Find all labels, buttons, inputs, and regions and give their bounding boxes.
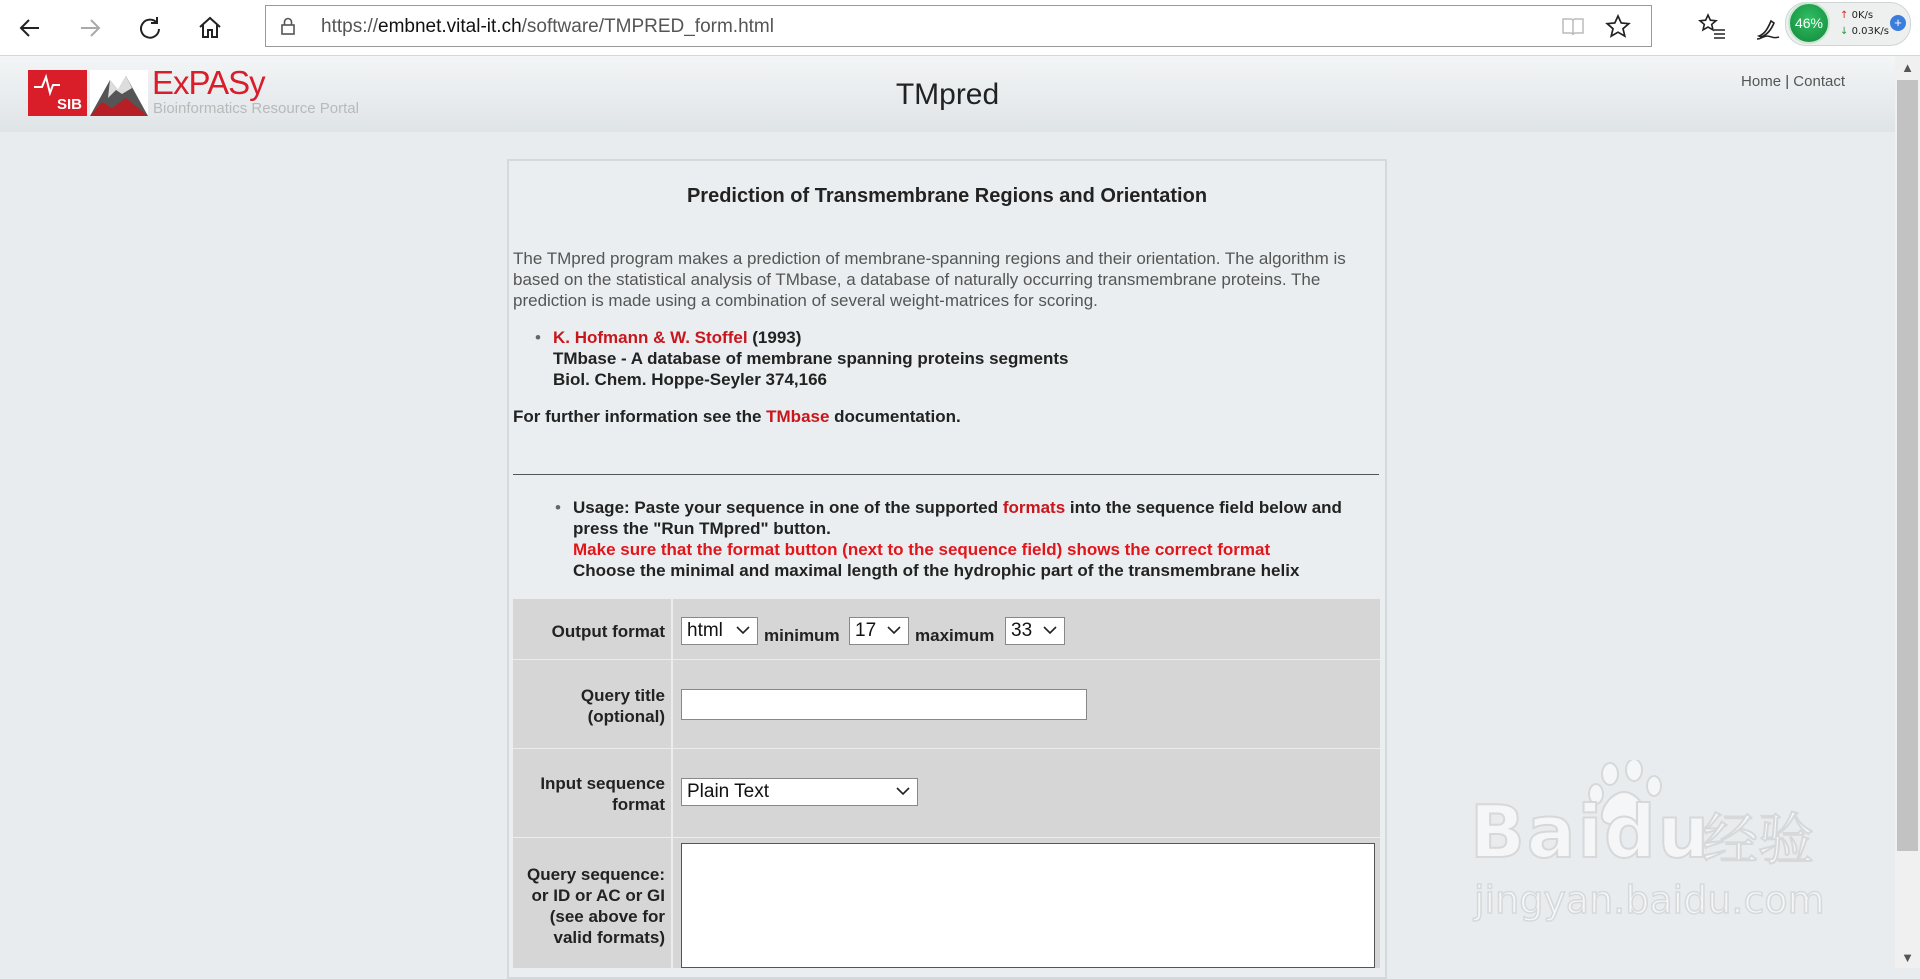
input-format-row — [513, 748, 1380, 837]
output-format-controls — [681, 599, 1380, 659]
query-title-controls — [681, 660, 1380, 748]
tmbase-link[interactable]: TMbase — [766, 407, 830, 426]
query-sequence-label-line: Query sequence: — [527, 865, 665, 884]
minimum-label: minimum — [764, 626, 840, 645]
usage-instructions — [555, 497, 1373, 581]
input-format-value: Plain Text — [687, 781, 770, 802]
expasy-logo-text: ExPASy — [152, 64, 265, 101]
further-info — [513, 407, 961, 427]
bullet-icon: • — [555, 498, 561, 517]
arrow-left-icon — [17, 15, 43, 41]
query-sequence-label-line: valid formats) — [553, 928, 665, 947]
reading-view-icon[interactable] — [1561, 16, 1585, 38]
scroll-thumb[interactable] — [1897, 80, 1918, 851]
output-format-row — [513, 598, 1380, 659]
input-format-label-line: Input sequence — [540, 774, 665, 793]
query-title-input[interactable] — [681, 689, 1087, 720]
address-bar[interactable] — [265, 5, 1652, 47]
chevron-down-icon — [896, 787, 910, 796]
upload-speed — [1840, 10, 1873, 21]
refresh-icon — [137, 15, 163, 41]
query-title-label-line: Query title — [580, 686, 665, 705]
divider — [513, 474, 1379, 475]
minimum-value: 17 — [855, 620, 877, 641]
home-icon — [197, 15, 223, 41]
baidu-watermark — [1470, 760, 1830, 930]
home-link[interactable]: Home — [1741, 73, 1782, 90]
reference-year: (1993) — [747, 328, 802, 347]
formats-link[interactable]: formats — [1002, 498, 1066, 517]
intro-paragraph: The TMpred program makes a prediction of membrane-spanning regions and their orientation. The algorithm is based on the statistical analysis of TMbase, a database of naturally occurring transmembrane proteins. The prediction is made using a combination of several weight-matrices for scoring. — [513, 249, 1346, 310]
usage-note: Choose the minimal and maximal length of the hydrophic part of the transmembrane helix — [573, 561, 1300, 580]
chevron-down-icon — [736, 626, 750, 635]
download-speed-value: 0.03K/s — [1851, 26, 1889, 37]
forward-button[interactable] — [72, 10, 108, 46]
plus-icon[interactable]: + — [1890, 15, 1906, 31]
further-info-prefix: For further information see the — [513, 407, 767, 426]
url-text[interactable] — [321, 16, 774, 38]
tmpred-form — [513, 598, 1380, 968]
vertical-scrollbar[interactable] — [1895, 56, 1920, 968]
down-arrow-icon: ↓ — [1840, 26, 1849, 37]
output-format-select[interactable] — [681, 617, 758, 645]
top-links — [1741, 73, 1845, 90]
usage-suffix: into the sequence field below and press the "Run TMpred" button. — [573, 498, 1342, 538]
url-host: embnet.vital-it.ch — [378, 16, 522, 37]
url-prefix: https:// — [321, 16, 379, 37]
query-title-optional: (optional) — [587, 707, 665, 726]
page-header — [0, 56, 1895, 132]
maximum-select[interactable] — [1005, 617, 1065, 645]
query-sequence-label-line: (see above for — [549, 907, 665, 926]
bullet-icon: • — [535, 328, 541, 347]
input-format-label — [513, 749, 673, 837]
link-separator: | — [1781, 73, 1794, 90]
reference-authors-link[interactable]: K. Hofmann & W. Stoffel — [553, 328, 748, 347]
maximum-label: maximum — [915, 626, 995, 645]
query-sequence-textarea[interactable] — [681, 843, 1375, 968]
favorite-star-icon[interactable] — [1605, 14, 1631, 40]
watermark-brand-cn: 经验 — [1702, 808, 1814, 873]
browser-toolbar — [0, 0, 1920, 56]
usage-prefix: Usage: Paste your sequence in one of the supported — [573, 498, 1003, 517]
query-sequence-label-line: or ID or AC or GI — [531, 886, 665, 905]
reference-title: TMbase - A database of membrane spanning proteins segments — [553, 349, 1069, 368]
main-panel — [507, 159, 1387, 979]
input-format-select[interactable] — [681, 778, 918, 806]
watermark-domain: jingyan.baidu.com — [1474, 878, 1825, 922]
speed-percent: 46% — [1788, 2, 1830, 44]
back-button[interactable] — [12, 10, 48, 46]
sib-logo-text: SIB — [56, 96, 82, 113]
query-sequence-controls — [681, 838, 1380, 968]
watermark-brand: Baidu — [1470, 790, 1711, 874]
url-path: /software/TMPRED_form.html — [521, 16, 774, 37]
pen-notes-icon[interactable] — [1753, 12, 1783, 42]
input-format-controls — [681, 749, 1380, 837]
download-speed — [1840, 26, 1889, 37]
query-title-label — [513, 660, 673, 748]
up-arrow-icon: ↑ — [1840, 10, 1849, 21]
query-sequence-row — [513, 837, 1380, 968]
query-title-row — [513, 659, 1380, 748]
scroll-up-arrow-icon[interactable]: ▲ — [1901, 59, 1914, 75]
input-format-label-line: format — [612, 795, 665, 814]
arrow-right-icon — [77, 15, 103, 41]
page-title: TMpred — [895, 78, 1000, 111]
reference-item — [535, 327, 1069, 390]
network-speed-widget[interactable] — [1785, 2, 1911, 46]
panel-heading: Prediction of Transmembrane Regions and Orientation — [686, 185, 1208, 207]
chevron-down-icon — [887, 626, 901, 635]
lock-icon — [278, 16, 298, 36]
output-format-label: Output format — [513, 599, 673, 659]
contact-link[interactable]: Contact — [1793, 73, 1845, 90]
expasy-portal-text: Bioinformatics Resource Portal — [153, 100, 359, 117]
chevron-down-icon — [1043, 626, 1057, 635]
usage-warning: Make sure that the format button (next to the sequence field) shows the correct format — [573, 540, 1271, 559]
minimum-select[interactable] — [849, 617, 909, 645]
reference-journal: Biol. Chem. Hoppe-Seyler 374,166 — [553, 370, 827, 389]
output-format-value: html — [687, 620, 723, 641]
refresh-button[interactable] — [132, 10, 168, 46]
favorites-list-icon[interactable] — [1697, 12, 1727, 42]
further-info-suffix: documentation. — [829, 407, 961, 426]
query-sequence-label — [513, 838, 673, 968]
home-button[interactable] — [192, 10, 228, 46]
upload-speed-value: 0K/s — [1851, 10, 1874, 21]
scroll-down-arrow-icon[interactable]: ▼ — [1901, 949, 1914, 965]
maximum-value: 33 — [1011, 620, 1033, 641]
